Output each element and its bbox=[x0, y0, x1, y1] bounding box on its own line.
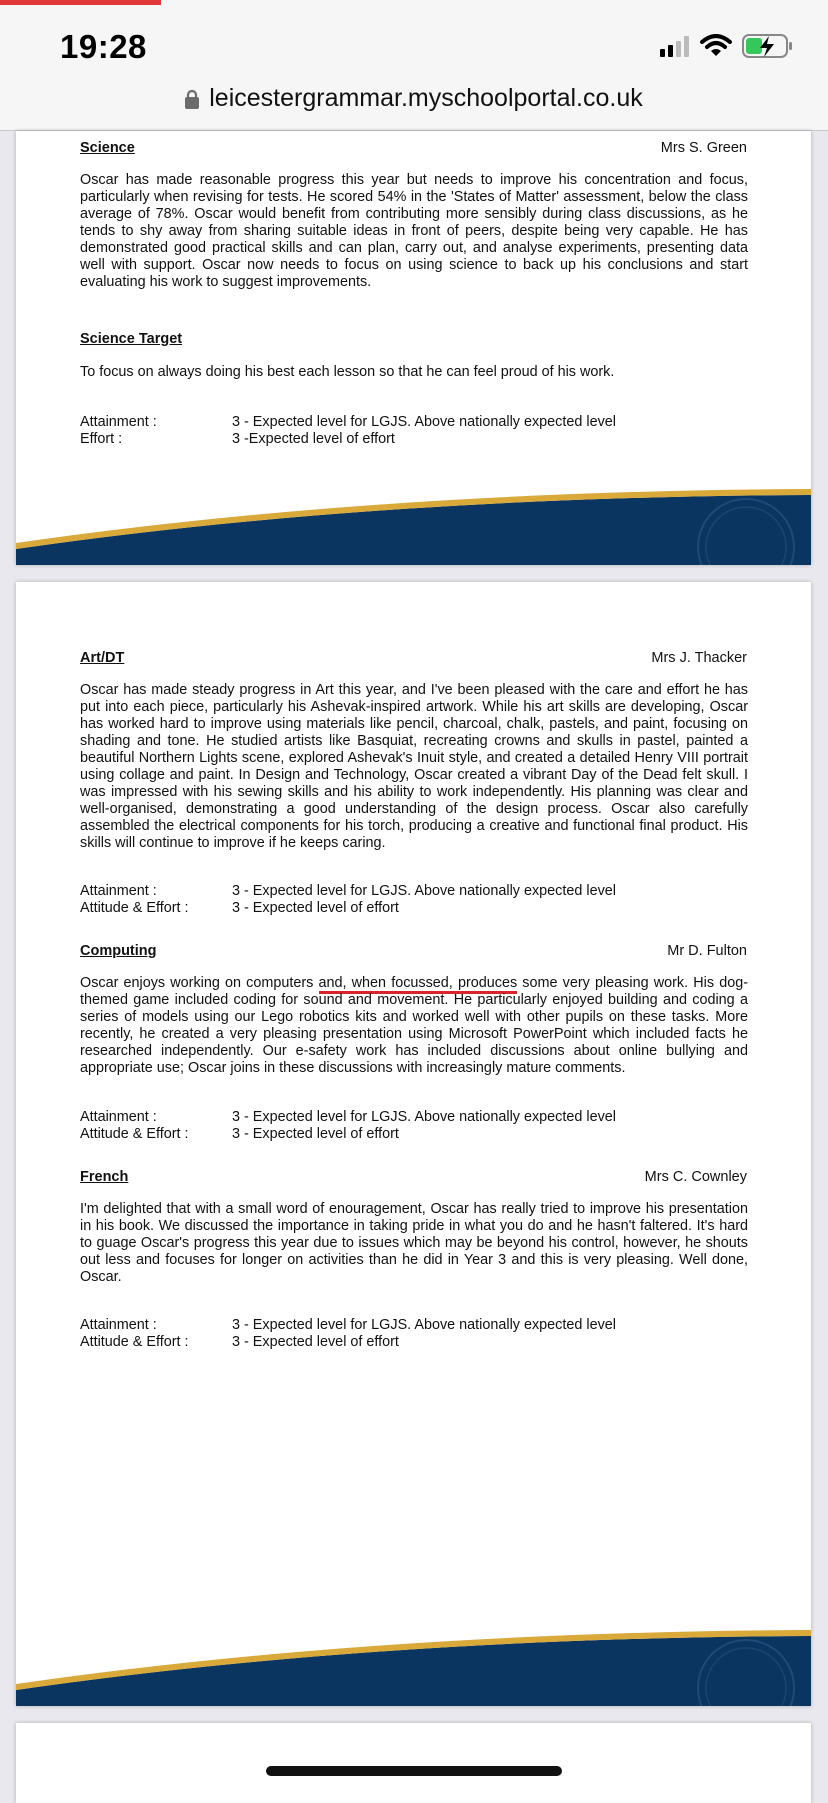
highlighted-phrase: and, when focussed, produces bbox=[319, 975, 518, 994]
comment-text: some very pleasing work. His dog-themed game included coding for sound and movement. He particularly enjoyed building and coding a series of models using our Lego robotics kits and worked well with other pupils on these tasks. More recently, he created a very pleasing presentation using Microsoft PowerPoint which included facts he researched independently. Our e-safety work has included discussions about online bullying and appropriate use; Oscar joins in these discussions with increasingly mature comments. bbox=[80, 975, 748, 1076]
french-grades bbox=[80, 1317, 748, 1351]
page-footer-swoosh bbox=[16, 1626, 811, 1706]
art-dt-header bbox=[80, 650, 747, 666]
browser-top-bar bbox=[0, 0, 828, 131]
comment-text: Oscar enjoys working on computers bbox=[80, 975, 319, 991]
report-page-2 bbox=[16, 582, 811, 1706]
report-page-3 bbox=[16, 1723, 811, 1803]
science-target-header bbox=[80, 331, 747, 347]
subject-title: Art/DT bbox=[80, 650, 125, 666]
french-comment: I'm delighted that with a small word of enouragement, Oscar has really tried to improve his presentation in his book. We discussed the importance in taking pride in what you do and he hasn't faltered. It's hard to guage Oscar's progress this year due to issues which may be beyond his control, however, he shouts out less and focuses for longer on activities than he did in Year 3 and this is very pleasing. Well done, Oscar. bbox=[80, 1201, 748, 1285]
subject-title: Science bbox=[80, 140, 135, 156]
teacher-name: Mrs S. Green bbox=[660, 140, 747, 156]
subject-title: French bbox=[80, 1169, 129, 1185]
computing-header bbox=[80, 943, 747, 959]
wifi-icon bbox=[700, 34, 732, 63]
page-load-progress bbox=[0, 0, 161, 5]
attainment-label: Attainment : bbox=[80, 883, 157, 899]
battery-charging-icon bbox=[742, 33, 794, 64]
attainment-label: Attainment : bbox=[80, 1109, 157, 1125]
address-bar[interactable] bbox=[0, 84, 828, 116]
page-footer-swoosh bbox=[16, 485, 811, 565]
effort-label: Attitude & Effort : bbox=[80, 1126, 189, 1142]
lock-icon bbox=[185, 87, 199, 116]
cellular-signal-icon bbox=[660, 35, 690, 62]
effort-label: Attitude & Effort : bbox=[80, 900, 189, 916]
science-grades bbox=[80, 414, 748, 448]
science-header bbox=[80, 140, 747, 156]
science-target-comment: To focus on always doing his best each lesson so that he can feel proud of his work. bbox=[80, 364, 615, 380]
effort-value: 3 - Expected level of effort bbox=[232, 900, 399, 916]
effort-label: Attitude & Effort : bbox=[80, 1334, 189, 1350]
attainment-value: 3 - Expected level for LGJS. Above nationally expected level bbox=[232, 1317, 616, 1333]
attainment-label: Attainment : bbox=[80, 1317, 157, 1333]
subject-title: Computing bbox=[80, 943, 157, 959]
effort-label: Effort : bbox=[80, 431, 123, 447]
computing-comment bbox=[80, 975, 748, 1077]
teacher-name: Mrs C. Cownley bbox=[644, 1169, 747, 1185]
subject-title: Science Target bbox=[80, 331, 183, 347]
french-header bbox=[80, 1169, 747, 1185]
effort-value: 3 -Expected level of effort bbox=[232, 431, 395, 447]
attainment-label: Attainment : bbox=[80, 414, 157, 430]
attainment-value: 3 - Expected level for LGJS. Above nationally expected level bbox=[232, 414, 616, 430]
url-text: leicestergrammar.myschoolportal.co.uk bbox=[209, 84, 643, 112]
attainment-value: 3 - Expected level for LGJS. Above nationally expected level bbox=[232, 1109, 616, 1125]
attainment-value: 3 - Expected level for LGJS. Above nationally expected level bbox=[232, 883, 616, 899]
report-page-1 bbox=[16, 131, 811, 565]
computing-grades bbox=[80, 1109, 748, 1143]
science-comment: Oscar has made reasonable progress this year but needs to improve his concentration and focus, particularly when revising for tests. He scored 54% in the 'States of Matter' assessment, below the class average of 78%. Oscar would benefit from contributing more sensibly during class discussions, as he tends to shy away from sharing suitable ideas in front of peers, despite being very capable. He has demonstrated good practical skills and can plan, carry out, and analyse experiments, presenting data well with support. Oscar now needs to focus on using science to back up his conclusions and start evaluating his work to suggest improvements. bbox=[80, 172, 748, 290]
teacher-name: Mr D. Fulton bbox=[667, 943, 747, 959]
art-dt-grades bbox=[80, 883, 748, 917]
status-time: 19:28 bbox=[60, 28, 147, 65]
teacher-name: Mrs J. Thacker bbox=[651, 650, 747, 666]
art-dt-comment: Oscar has made steady progress in Art this year, and I've been pleased with the care and effort he has put into each piece, particularly his Ashevak-inspired artwork. While his art skills are developing, Oscar has worked hard to improve using materials like pencil, charcoal, chalk, pastels, and paint, focusing on shading and tone. He studied artists like Basquiat, recreating crowns and skulls in pastel, painted a beautiful Northern Lights scene, explored Ashevak's Inuit style, and created a detailed Henry VIII portrait using collage and paint. In Design and Technology, Oscar created a vibrant Day of the Dead felt skull. I was impressed with his sewing skills and his ability to work independently. His planning was clear and well-organised, demonstrating a good understanding of the design process. Oscar also carefully assembled the electrical components for his torch, producing a creative and functional final product. His skills will continue to improve if he keeps caring. bbox=[80, 682, 748, 851]
effort-value: 3 - Expected level of effort bbox=[232, 1334, 399, 1350]
status-icons bbox=[660, 34, 794, 62]
home-indicator[interactable] bbox=[266, 1766, 562, 1776]
effort-value: 3 - Expected level of effort bbox=[232, 1126, 399, 1142]
